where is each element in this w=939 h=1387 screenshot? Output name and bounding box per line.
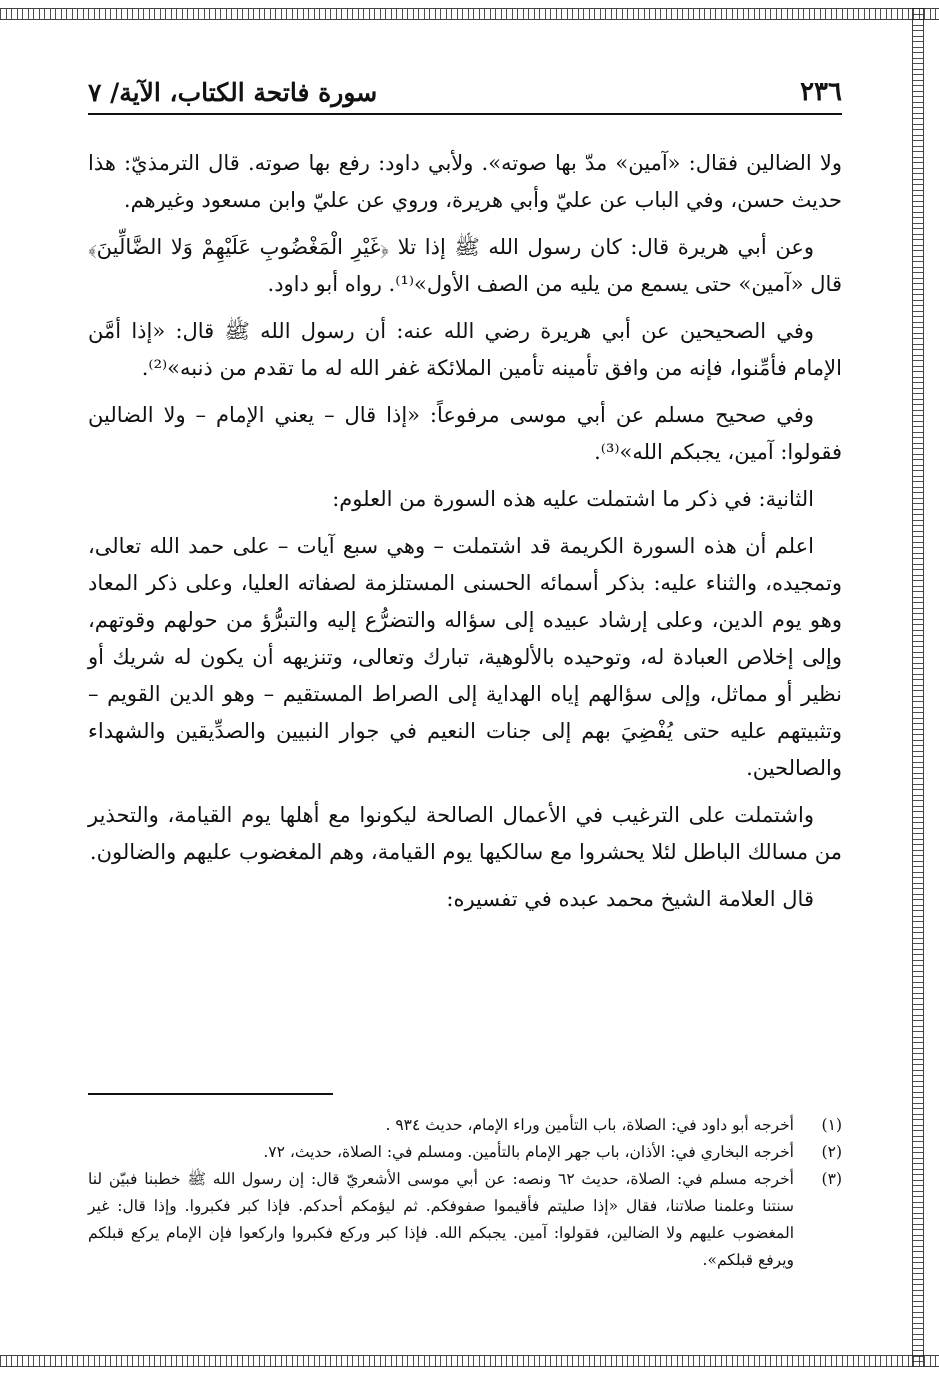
paragraph-6: واشتملت على الترغيب في الأعمال الصالحة ليكونوا مع أهلها يوم القيامة، والتحذير من مسالك الباطل لئلا يحشروا مع سالكيها يوم القيامة، وهم المغضوب عليهم والضالون. [88, 803, 842, 864]
footnote-3 [88, 1166, 842, 1274]
paragraph-7: قال العلامة الشيخ محمد عبده في تفسيره: [446, 887, 814, 911]
chapter-title: سورة فاتحة الكتاب، الآية/ ٧ [88, 77, 378, 107]
page-border-bottom [0, 1355, 939, 1367]
footnote-text: أخرجه أبو داود في: الصلاة، باب التأمين وراء الإمام، حديث ٩٣٤ . [385, 1116, 794, 1134]
footnote-number: (٢) [821, 1143, 842, 1161]
footnote-2 [88, 1139, 842, 1166]
page-border-right [912, 8, 924, 1367]
book-page [88, 60, 842, 1350]
paragraph-3: وفي الصحيحين عن أبي هريرة رضي الله عنه: أن رسول الله ﷺ قال: «إذا أمَّن الإمام فأمِّنوا، فإنه من وافق تأمينه تأمين الملائكة غفر الله له ما تقدم من ذنبه»⁽²⁾. [88, 319, 842, 380]
body-text [88, 145, 842, 928]
footnote-text: أخرجه مسلم في: الصلاة، حديث ٦٢ ونصه: عن أبي موسى الأشعريّ قال: إن رسول الله ﷺ خطبنا فبيّن لنا سنتنا وعلمنا صلاتنا، فقال «إذا صليتم فأقيموا صفوفكم. ثم ليؤمكم أحدكم. فإذا كبر فكبروا. وإذا قال: غير المغضوب عليهم ولا الضالين، فقولوا: آمين. يجبكم الله. فإذا كبر وركع فكبروا واركعوا فإن الإمام يركع قبلكم ويرفع قبلكم». [88, 1170, 794, 1269]
footnote-rule [88, 1093, 333, 1095]
footnote-text: أخرجه البخاري في: الأذان، باب جهر الإمام بالتأمين. ومسلم في: الصلاة، حديث، ٧٢. [263, 1143, 794, 1161]
footnote-1 [88, 1112, 842, 1139]
footnotes [88, 1112, 842, 1274]
paragraph-2: وعن أبي هريرة قال: كان رسول الله ﷺ إذا تلا ﴿غَيْرِ الْمَغْضُوبِ عَلَيْهِمْ وَلا الضَّالِّينَ﴾ قال «آمين» حتى يسمع من يليه من الصف الأول»⁽¹⁾. رواه أبو داود. [88, 235, 842, 296]
paragraph-1: ولا الضالين فقال: «آمين» مدّ بها صوته». ولأبي داود: رفع بها صوته. قال الترمذيّ: هذا حديث حسن، وفي الباب عن عليّ وأبي هريرة، وروي عن عليّ وابن مسعود وغيرهم. [88, 151, 842, 212]
footnote-number: (١) [821, 1116, 842, 1134]
page-number: ٢٣٦ [800, 77, 842, 107]
running-header [88, 72, 842, 112]
paragraph-4: وفي صحيح مسلم عن أبي موسى مرفوعاً: «إذا قال – يعني الإمام – ولا الضالين فقولوا: آمين، يجبكم الله»⁽³⁾. [88, 403, 842, 464]
section-heading: الثانية: في ذكر ما اشتملت عليه هذه السورة من العلوم: [332, 487, 814, 511]
header-rule [88, 113, 842, 115]
paragraph-5: اعلم أن هذه السورة الكريمة قد اشتملت – وهي سبع آيات – على حمد الله تعالى، وتمجيده، والثناء عليه: بذكر أسمائه الحسنى المستلزمة لصفاته العليا، وعلى ذكر المعاد وهو يوم الدين، وعلى إرشاد عبيده إلى سؤاله والتضرُّع إليه والتبرُّؤ من حولهم وقوتهم، وإلى إخلاص العبادة له، وتوحيده بالألوهية، تبارك وتعالى، وتنزيهه أن يكون له شريك أو نظير أو مماثل، وإلى سؤالهم إياه الهداية إلى الصراط المستقيم – وهو الدين القويم – وتثبيتهم عليه حتى يُفْضِيَ بهم إلى جنات النعيم في جوار النبيين والصدِّيقين والشهداء والصالحين. [88, 534, 842, 780]
page-border-top [0, 8, 939, 20]
footnote-number: (٣) [821, 1170, 842, 1188]
